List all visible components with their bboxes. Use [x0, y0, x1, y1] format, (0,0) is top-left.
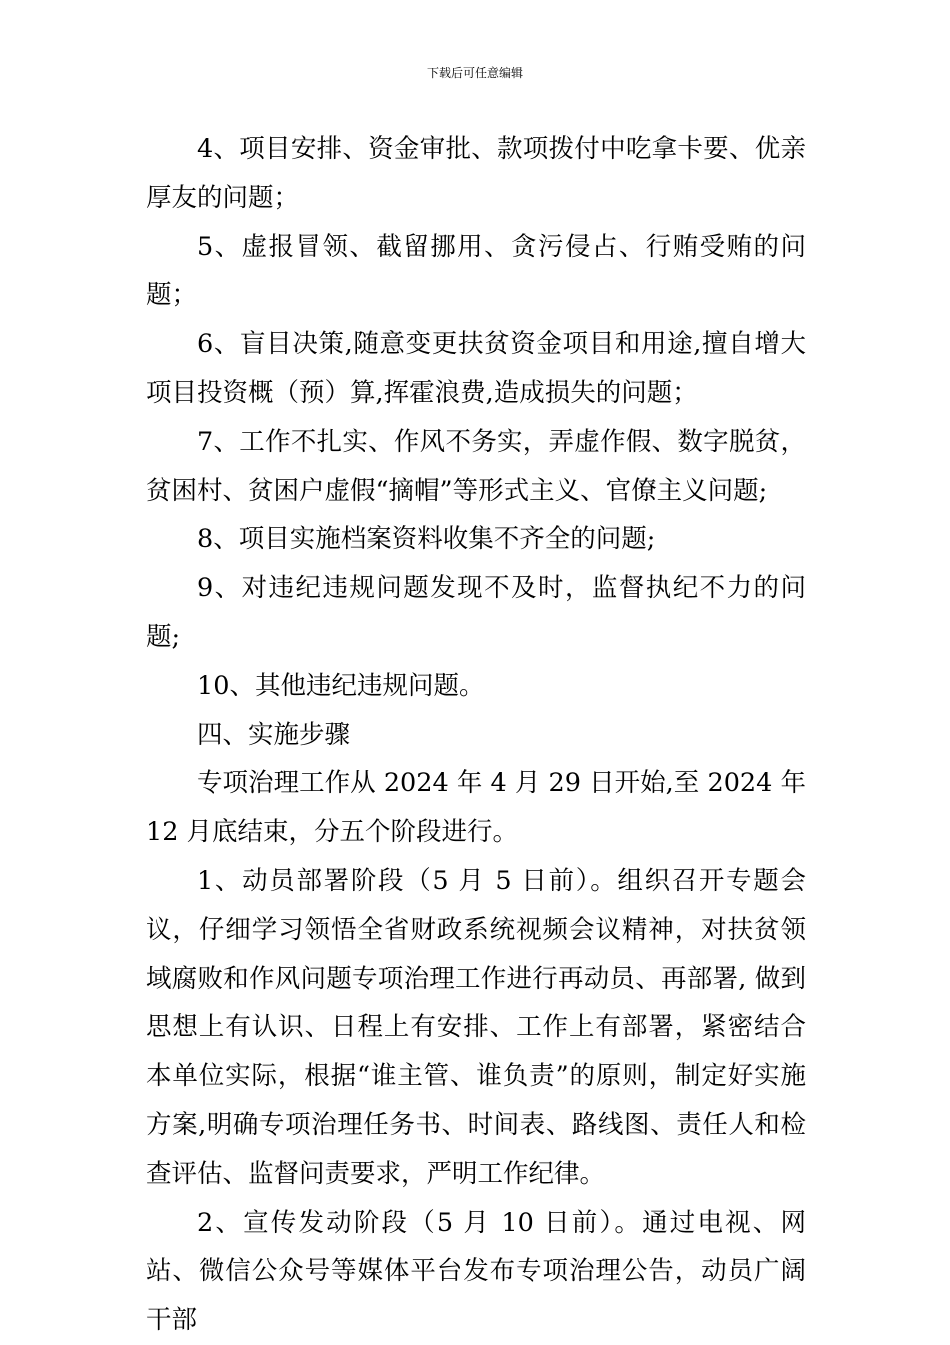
document-body: [146, 125, 806, 1345]
paragraph-stage-1: 1、动员部署阶段（5 月 5 日前）。组织召开专题会议，仔细学习领悟全省财政系统视频会议精神，对扶贫领域腐败和作风问题专项治理工作进行再动员、再部署, 做到思想上有认识、日程上有安排、工作上有部署，紧密结合本单位实际，根据“谁主管、谁负责”的原则，制定好实施方案,明确专项治理任务书、时间表、路线图、责任人和检查评估、监督问责要求，严明工作纪律。: [146, 865, 806, 1189]
paragraph-item-9: 9、对违纪违规问题发现不及时，监督执纪不力的问题;: [146, 573, 806, 652]
section-heading-steps: 四、实施步骤: [197, 719, 351, 750]
paragraph-item-4: 4、项目安排、资金审批、款项拨付中吃拿卡要、优亲厚友的问题；: [146, 134, 806, 213]
page-header: 下载后可任意编辑: [426, 66, 523, 80]
paragraph-item-10: 10、其他违纪违规问题。: [197, 670, 485, 701]
paragraph-item-5: 5、虚报冒领、截留挪用、贪污侵占、行贿受贿的问题；: [146, 231, 806, 311]
paragraph-item-8: 8、项目实施档案资料收集不齐全的问题;: [197, 524, 656, 555]
paragraph-item-6: 6、盲目决策,随意变更扶贫资金项目和用途,擅自增大项目投资概（预）算,挥霍浪费,造成损失的问题；: [146, 329, 806, 408]
paragraph-schedule: 专项治理工作从 2024 年 4 月 29 日开始,至 2024 年 12 月底结束，分五个阶段进行。: [146, 768, 806, 848]
paragraph-stage-2: 2、宣传发动阶段（5 月 10 日前）。通过电视、网站、微信公众号等媒体平台发布专项治理公告，动员广阔干部: [146, 1207, 806, 1336]
paragraph-item-7: 7、工作不扎实、作风不务实，弄虚作假、数字脱贫，贫困村、贫困户虚假“摘帽”等形式主义、官僚主义问题;: [146, 426, 806, 506]
